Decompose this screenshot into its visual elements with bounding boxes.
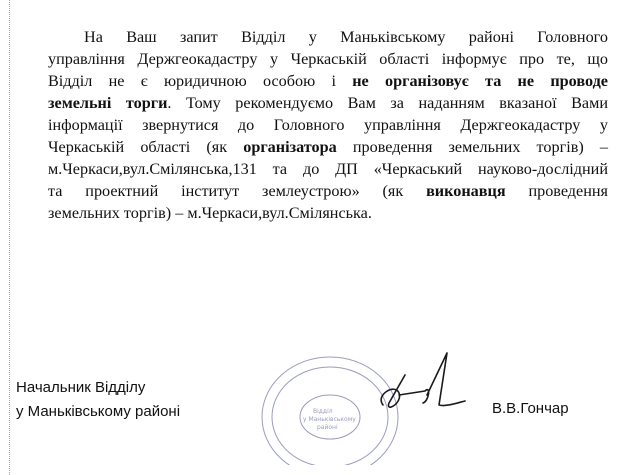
- letter-line: [48, 48, 608, 70]
- letter-text: Відділ не є юридичною особою і: [48, 72, 353, 90]
- letter-text: Черкаській області (як: [48, 138, 244, 156]
- letter-line: [48, 136, 608, 158]
- letter-text: На Ваш запит Відділ у Маньківському районі Головного: [84, 28, 608, 46]
- handwritten-signature: [365, 345, 475, 430]
- letter-line: [48, 202, 608, 224]
- signatory-title-line1: Начальник Відділу: [16, 379, 146, 396]
- letter-emphasis: не організовує та не проводе: [352, 72, 608, 90]
- letter-text: проведення земельних торгів) –: [336, 138, 608, 156]
- letter-line: [48, 158, 608, 180]
- signatory-title: [16, 376, 180, 424]
- letter-line: [48, 26, 608, 48]
- letter-line: [48, 180, 608, 202]
- letter-text: управління Держгеокадастру у Черкаській області інформує про те, що: [48, 50, 608, 68]
- letter-emphasis: земельні торги: [48, 94, 168, 112]
- letter-text: . Тому рекомендуємо Вам за наданням вказаної Вами: [167, 94, 608, 112]
- signatory-title-line2: у Маньківському районі: [16, 403, 181, 420]
- letter-emphasis: організатора: [243, 138, 337, 156]
- letter-emphasis: виконавця: [426, 182, 506, 200]
- letter-text: інформації звернутися до Головного управління Держгеокадастру у: [48, 116, 608, 134]
- letter-line: [48, 114, 608, 136]
- letter-line: [48, 92, 608, 114]
- signatory-name: В.В.Гончар: [492, 400, 569, 417]
- page-margin-line: [9, 0, 11, 475]
- svg-text:Відділ: Відділ: [313, 408, 333, 415]
- letter-text: земельних торгів) – м.Черкаси,вул.Смілянська.: [48, 204, 372, 222]
- letter-text: проведення: [505, 182, 609, 200]
- svg-text:районі: районі: [317, 424, 338, 431]
- svg-text:у Маньківському: у Маньківському: [303, 416, 356, 423]
- letter-text: м.Черкаси,вул.Смілянська,131 та до ДП «Черкаський науково-дослідний: [48, 160, 608, 178]
- letter-body: [48, 26, 608, 224]
- letter-text: та проектний інститут землеустрою» (як: [48, 182, 427, 200]
- letter-line: [48, 70, 608, 92]
